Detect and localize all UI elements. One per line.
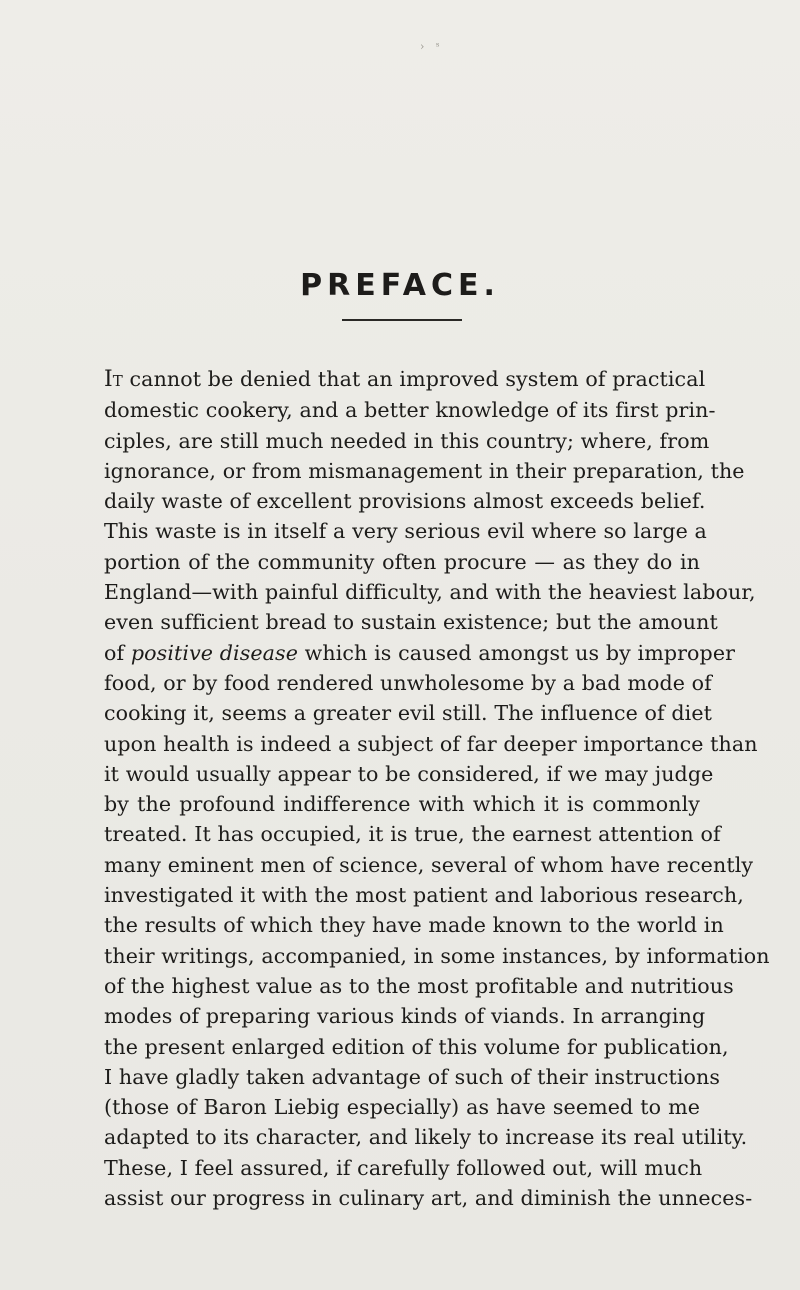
text-line: treated. It has occupied, it is true, the earnest attention of [104, 822, 721, 847]
text-line: adapted to its character, and likely to increase its real utility. [104, 1125, 748, 1150]
text-line: England—with painful difficulty, and with the heaviest labour, [104, 580, 756, 605]
text-line: upon health is indeed a subject of far deeper importance than [104, 731, 758, 756]
text-line: of the highest value as to the most profitable and nutritious [104, 973, 734, 998]
text-line: food, or by food rendered unwholesome by a bad mode of [104, 670, 712, 695]
text-line: (those of Baron Liebig especially) as have seemed to me [104, 1095, 700, 1120]
title-rule [342, 319, 462, 321]
text-line: daily waste of excellent provisions almost exceeds belief. [104, 489, 706, 514]
text-line: assist our progress in culinary art, and diminish the unneces- [104, 1186, 753, 1211]
text-line: of positive disease which is caused amongst us by improper [104, 640, 736, 665]
text-line: the results of which they have made known to the world in [104, 913, 724, 938]
text-line: investigated it with the most patient and laborious research, [104, 883, 744, 908]
preface-paragraph [104, 364, 770, 1213]
text-line: It cannot be denied that an improved system of practical [104, 367, 706, 392]
emphasis-text: positive disease [130, 640, 298, 665]
text-line: it would usually appear to be considered, if we may judge [104, 761, 714, 786]
text-line: many eminent men of science, several of whom have recently [104, 852, 754, 877]
text-line: ignorance, or from mismanagement in their preparation, the [104, 458, 745, 483]
text-line: by the profound indifference with which it is commonly [104, 792, 700, 817]
text-line: cooking it, seems a greater evil still. The influence of diet [104, 701, 713, 726]
page-title: PREFACE. [300, 268, 500, 303]
text-line: This waste is in itself a very serious evil where so large a [104, 519, 707, 544]
lead-word: It [104, 367, 123, 392]
text-line: their writings, accompanied, in some instances, by information [104, 943, 770, 968]
text-line: even sufficient bread to sustain existence; but the amount [104, 610, 718, 635]
text-line: I have gladly taken advantage of such of their instructions [104, 1064, 721, 1089]
text-line: the present enlarged edition of this volume for publication, [104, 1034, 729, 1059]
text-line: domestic cookery, and a better knowledge of its first prin- [104, 398, 716, 423]
text-line: ciples, are still much needed in this country; where, from [104, 428, 710, 453]
page-mark: › ˢ [420, 40, 444, 53]
text-line: modes of preparing various kinds of viands. In arranging [104, 1004, 706, 1029]
text-line: These, I feel assured, if carefully followed out, will much [104, 1155, 703, 1180]
text-line: portion of the community often procure — as they do in [104, 549, 700, 574]
